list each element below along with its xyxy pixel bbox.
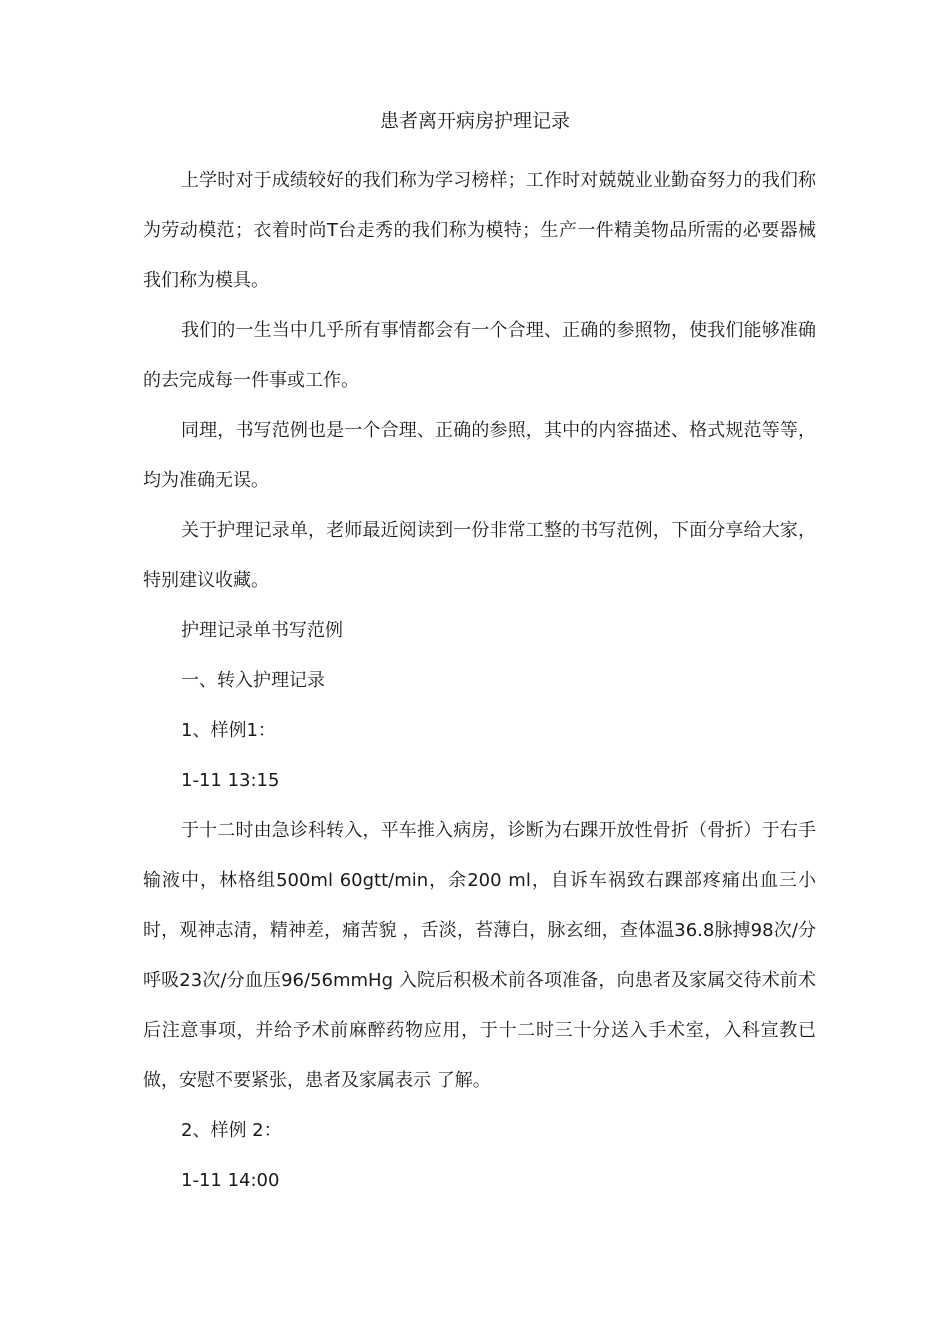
paragraph-reference: 我们的一生当中几乎所有事情都会有一个合理、正确的参照物，使我们能够准确的去完成每一件事或工作。 <box>143 320 816 391</box>
paragraph-example-accuracy: 同理，书写范例也是一个合理、正确的参照，其中的内容描述、格式规范等等，均为准确无误。 <box>143 420 816 491</box>
document-title: 患者离开病房护理记录 <box>379 110 570 132</box>
paragraph-share: 关于护理记录单，老师最近阅读到一份非常工整的书写范例，下面分享给大家，特别建议收藏。 <box>143 520 816 591</box>
section-heading-transfer: 一、转入护理记录 <box>181 670 325 691</box>
document-body <box>143 156 816 1206</box>
sample-1-heading: 1、样例1： <box>181 720 276 741</box>
section-heading-example: 护理记录单书写范例 <box>181 620 343 641</box>
sample-2-heading: 2、样例 2： <box>181 1120 282 1141</box>
sample-1-timestamp: 1-11 13:15 <box>181 770 280 791</box>
sample-2-timestamp: 1-11 14:00 <box>181 1170 280 1191</box>
sample-1-record: 于十二时由急诊科转入，平车推入病房，诊断为右踝开放性骨折（骨折）于右手输液中，林格组500ml 60gtt/min，余200 ml，自诉车祸致右踝部疼痛出血三小时，观神志清，精神差，痛苦貌 ，舌淡，苔薄白，脉玄细，查体温36.8脉搏98次/分呼吸23次/分血压96/56mmHg 入院后积极术前各项准备，向患者及家属交待术前术后注意事项，并给予术前麻醉药物应用，于十二时三十分送入手术室，入科宣教已做，安慰不要紧张，患者及家属表示 了解。 <box>143 820 816 1091</box>
paragraph-intro: 上学时对于成绩较好的我们称为学习榜样；工作时对兢兢业业勤奋努力的我们称为劳动模范；衣着时尚T台走秀的我们称为模特；生产一件精美物品所需的必要器械我们称为模具。 <box>143 170 816 291</box>
